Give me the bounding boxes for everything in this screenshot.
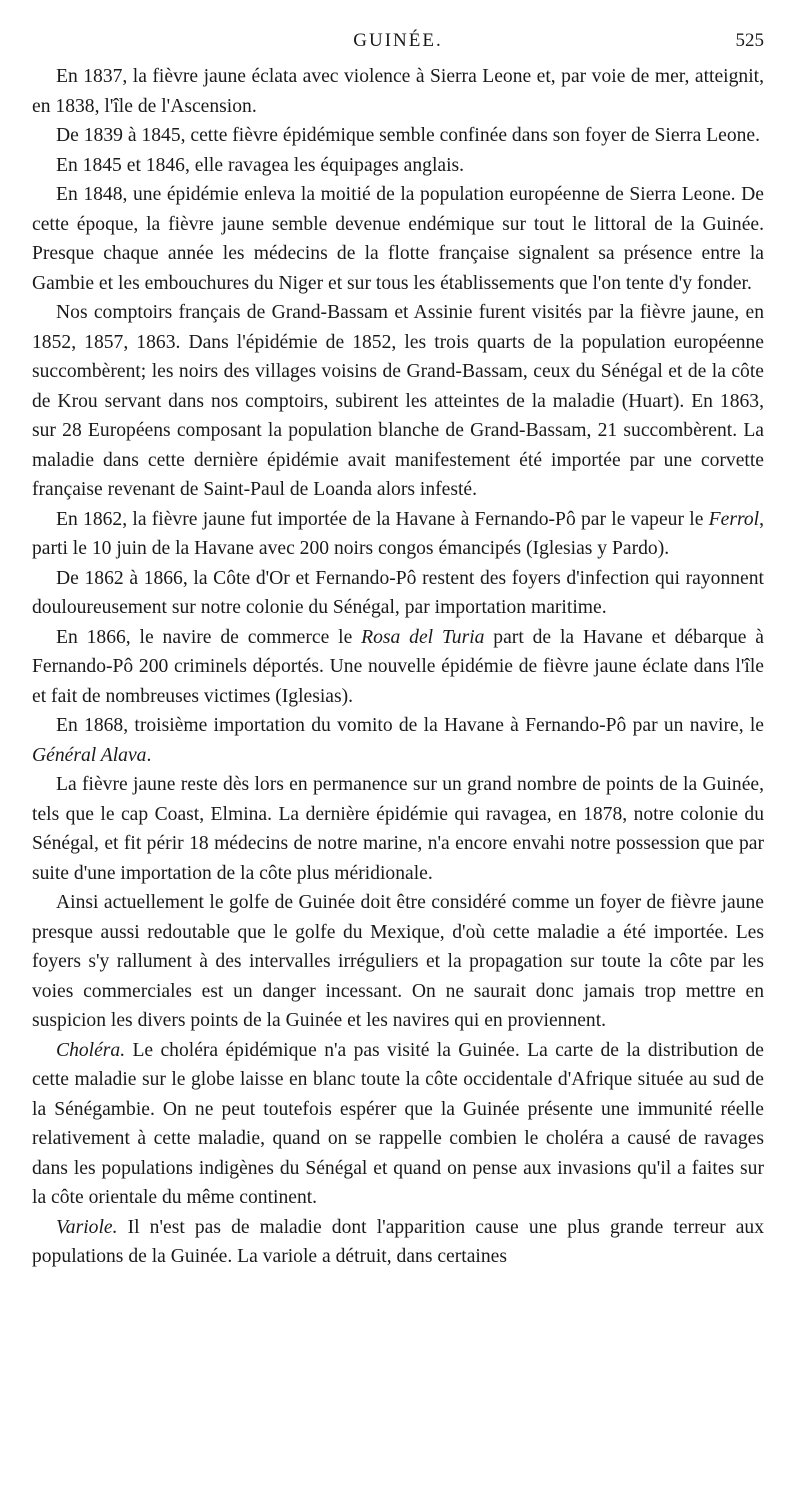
body-text — [32, 62, 764, 1272]
paragraph-text: Le choléra épidémique n'a pas visité la Guinée. La carte de la distribution de cette maladie sur le globe laisse en blanc toute la côte occidentale d'Afrique située au sud de la Sénégambie. On ne peut toutefois espérer que la Guinée présente une immunité réelle relativement à cette maladie, quand on se rappelle combien le choléra a causé de ravages dans les populations indigènes du Sénégal et quand on pense aux invasions qu'il a faites sur la côte orientale du même continent. — [32, 1039, 764, 1208]
paragraph-1837: En 1837, la fièvre jaune éclata avec violence à Sierra Leone et, par voie de mer, atteignit, en 1838, l'île de l'Ascension. — [32, 66, 764, 117]
paragraph-1866-rosa — [32, 623, 764, 712]
paragraph-1868-alava — [32, 711, 764, 770]
ship-name: Ferrol — [708, 508, 760, 530]
paragraph-1862-ferrol — [32, 505, 764, 564]
ship-name: Rosa del Turia — [361, 626, 485, 648]
paragraph-1845: En 1845 et 1846, elle ravagea les équipages anglais. — [56, 154, 465, 176]
paragraph-comptoirs: Nos comptoirs français de Grand-Bassam et Assinie furent visités par la fièvre jaune, en 1852, 1857, 1863. Dans l'épidémie de 1852, les trois quarts de la population européenne succombèrent; les noirs des villages voisins de Grand-Bassam, ceux du Sénégal et de la côte de Krou servant dans nos comptoirs, subirent les atteintes de la maladie (Huart). En 1863, sur 28 Européens composant la population blanche de Grand-Bassam, 21 succombèrent. La maladie dans cette dernière épidémie avait manifestement été importée par une corvette française revenant de Saint-Paul de Loanda alors infesté. — [32, 302, 764, 500]
paragraph-permanence: La fièvre jaune reste dès lors en permanence sur un grand nombre de points de la Guinée, tels que le cap Coast, Elmina. La dernière épidémie qui ravagea, en 1878, notre colonie du Sénégal, et fit périr 18 médecins de notre marine, n'a encore envahi notre possession que par suite d'une importation de la côte plus méridionale. — [32, 774, 764, 884]
paragraph-1862-1866: De 1862 à 1866, la Côte d'Or et Fernando-Pô restent des foyers d'infection qui rayonnent douloureusement sur notre colonie du Sénégal, par importation maritime. — [32, 567, 764, 618]
section-heading-cholera: Choléra. — [56, 1039, 126, 1061]
ship-name: Général Alava — [32, 744, 147, 766]
page-number: 525 — [735, 30, 764, 51]
running-title: GUINÉE. — [353, 30, 443, 51]
paragraph-1848: En 1848, une épidémie enleva la moitié de la population européenne de Sierra Leone. De cette époque, la fièvre jaune semble devenue endémique sur tout le littoral de la Guinée. Presque chaque année les médecins de la flotte française signalent sa présence entre la Gambie et les embouchures du Niger et sur tous les établissements que l'on tente d'y fonder. — [32, 184, 764, 294]
paragraph-text: , parti le 10 juin de la Havane avec 200 noirs congos émancipés (Iglesias y Pardo). — [32, 508, 764, 559]
paragraph-text: En 1866, le navire de commerce le — [56, 626, 362, 648]
running-head — [32, 30, 764, 56]
paragraph-golfe: Ainsi actuellement le golfe de Guinée doit être considéré comme un foyer de fièvre jaune presque aussi redoutable que le golfe du Mexique, d'où cette maladie a été importée. Les foyers s'y rallument à des intervalles irréguliers et la propagation sur toute la côte par les voies commerciales est un danger incessant. On ne saurait donc jamais trop mettre en suspicion les divers points de la Guinée et les navires qui en proviennent. — [32, 892, 764, 1031]
paragraph-text: En 1862, la fièvre jaune fut importée de la Havane à Fernando-Pô par le vapeur le — [56, 508, 709, 530]
paragraph-text: . — [146, 744, 152, 766]
paragraph-text: part de la Havane et débarque à Fernando-Pô 200 criminels déportés. Une nouvelle épidémie de fièvre jaune éclate dans l'île et fait de nombreuses victimes (Iglesias). — [32, 626, 764, 707]
paragraph-cholera — [32, 1036, 764, 1213]
paragraph-text: Il n'est pas de maladie dont l'apparition cause une plus grande terreur aux populations de la Guinée. La variole a détruit, dans certaines — [32, 1216, 764, 1267]
paragraph-1839: De 1839 à 1845, cette fièvre épidémique semble confinée dans son foyer de Sierra Leone. — [56, 125, 761, 146]
paragraph-variole — [32, 1213, 764, 1272]
paragraph-text: En 1868, troisième importation du vomito de la Havane à Fernando-Pô par un navire, le — [56, 715, 764, 736]
section-heading-variole: Variole. — [56, 1216, 118, 1238]
